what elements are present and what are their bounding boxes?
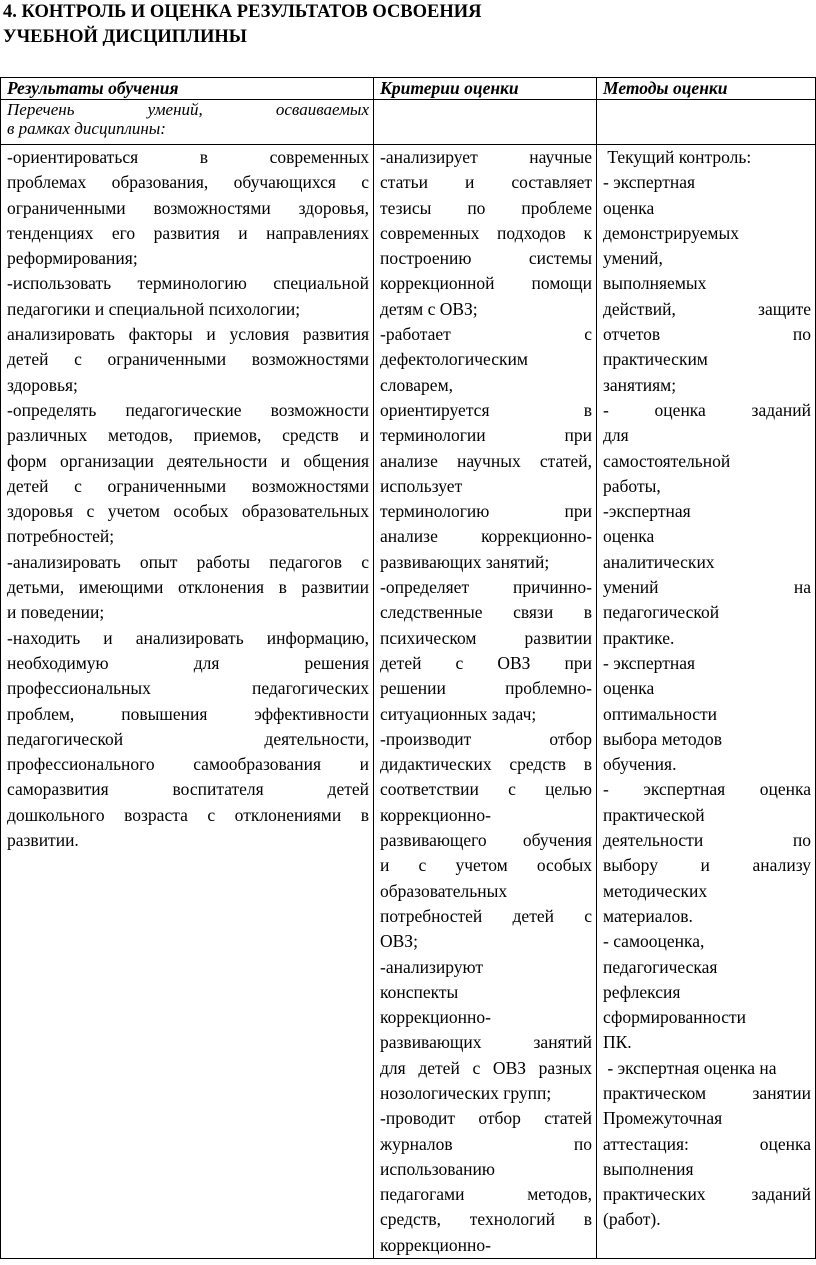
methods-line: оценка xyxy=(603,678,655,699)
criteria-line: коррекционно- xyxy=(380,804,491,825)
table-subheader-row xyxy=(1,100,816,145)
criteria-line: -анализируют xyxy=(380,956,484,977)
subheader-empty-cell xyxy=(597,100,816,145)
subheader-word: Перечень xyxy=(7,100,75,119)
methods-line: - экспертная оценка xyxy=(603,779,811,800)
results-line: саморазвития воспитателя детей xyxy=(7,779,369,800)
results-line: -ориентироваться в современных xyxy=(7,147,369,167)
results-line: потребностей; xyxy=(7,526,115,547)
methods-line: - самооценка, xyxy=(603,931,705,952)
table-header-row xyxy=(1,78,816,100)
results-line: профессионального самообразования и xyxy=(7,754,369,775)
criteria-cell xyxy=(374,145,597,1259)
criteria-line: использует xyxy=(380,475,463,496)
methods-cell xyxy=(597,145,816,1259)
header-results: Результаты обучения xyxy=(1,78,374,100)
subheader-word: осваиваемых xyxy=(275,100,369,119)
criteria-line: нозологических групп; xyxy=(380,1082,552,1103)
criteria-line: развивающего обучения xyxy=(380,830,592,851)
criteria-line: решении проблемно- xyxy=(380,678,592,699)
subheader-word: умений, xyxy=(147,100,203,119)
heading-line-2: УЧЕБНОЙ ДИСЦИПЛИНЫ xyxy=(3,27,247,47)
criteria-line: детям с ОВЗ; xyxy=(380,298,478,319)
methods-line: (работ). xyxy=(603,1209,661,1230)
methods-line: ПК. xyxy=(603,1032,632,1053)
criteria-line: построению системы xyxy=(380,248,592,269)
criteria-line: -анализирует научные xyxy=(380,147,592,167)
methods-line: занятиям; xyxy=(603,374,677,395)
criteria-line: коррекционно- xyxy=(380,1007,491,1028)
criteria-line: терминологии при xyxy=(380,425,592,446)
results-line: дошкольного возраста с отклонениями в xyxy=(7,804,369,825)
criteria-line: ориентируется в xyxy=(380,399,592,420)
criteria-line: -производит отбор xyxy=(380,728,592,749)
criteria-line: статьи и составляет xyxy=(380,172,592,193)
results-line: проблем, повышения эффективности xyxy=(7,703,369,724)
results-line: ограниченными возможностями здоровья, xyxy=(7,197,369,218)
methods-line: работы, xyxy=(603,475,661,496)
results-line: тенденциях его развития и направлениях xyxy=(7,222,369,243)
methods-line: Текущий контроль: xyxy=(603,147,752,167)
criteria-line: использованию xyxy=(380,1158,495,1179)
criteria-line: тезисы по проблеме xyxy=(380,197,592,218)
methods-line: выбора методов xyxy=(603,728,722,749)
results-line: здоровья с учетом особых образовательных xyxy=(7,501,369,522)
results-line: развитии. xyxy=(7,830,79,851)
criteria-line: дефектологическим xyxy=(380,349,528,370)
results-line: детей с ограниченными возможностями xyxy=(7,475,369,496)
results-line: проблемах образования, обучающихся с xyxy=(7,172,369,193)
methods-line: - оценка заданий xyxy=(603,399,811,420)
results-line: различных методов, приемов, средств и xyxy=(7,425,369,446)
results-line: -определять педагогические возможности xyxy=(7,399,369,420)
heading-line-1: 4. КОНТРОЛЬ И ОЦЕНКА РЕЗУЛЬТАТОВ ОСВОЕНИЯ xyxy=(3,2,482,22)
methods-line: - экспертная xyxy=(603,652,696,673)
criteria-line: развивающих занятий; xyxy=(380,551,550,572)
methods-line: практическом занятии xyxy=(603,1082,811,1103)
methods-line: - экспертная xyxy=(603,172,696,193)
methods-line: оптимальности xyxy=(603,703,718,724)
criteria-line: педагогами методов, xyxy=(380,1184,592,1205)
criteria-line: коррекционной помощи xyxy=(380,273,592,294)
criteria-line: терминологию при xyxy=(380,501,592,522)
methods-line: практике. xyxy=(603,627,675,648)
results-line: -находить и анализировать информацию, xyxy=(7,627,369,648)
methods-line: - экспертная оценка на xyxy=(603,1057,777,1078)
results-line: детей с ограниченными возможностями xyxy=(7,349,369,370)
methods-line: выполняемых xyxy=(603,273,707,294)
criteria-line: психическом развитии xyxy=(380,627,592,648)
criteria-line: средств, технологий в xyxy=(380,1209,592,1230)
subheader-line-1 xyxy=(7,100,369,119)
criteria-line: потребностей детей с xyxy=(380,905,592,926)
criteria-line: -проводит отбор статей xyxy=(380,1108,592,1129)
results-cell xyxy=(1,145,374,1259)
methods-line: оценка xyxy=(603,526,655,547)
criteria-line: для детей с ОВЗ разных xyxy=(380,1057,592,1078)
methods-line: деятельности по xyxy=(603,830,811,851)
methods-line: умений, xyxy=(603,248,663,269)
criteria-line: образовательных xyxy=(380,880,508,901)
criteria-line: конспекты xyxy=(380,981,459,1002)
methods-line: для xyxy=(603,425,629,446)
methods-line: действий, защите xyxy=(603,298,811,319)
criteria-line: коррекционно- xyxy=(380,1234,491,1255)
subheader-cell xyxy=(1,100,374,145)
results-line: форм организации деятельности и общения xyxy=(7,450,369,471)
assessment-table xyxy=(0,77,816,1259)
methods-line: самостоятельной xyxy=(603,450,731,471)
methods-line: практических заданий xyxy=(603,1184,811,1205)
methods-line: выполнения xyxy=(603,1158,694,1179)
methods-line: оценка xyxy=(603,197,655,218)
header-methods: Методы оценки xyxy=(597,78,816,100)
criteria-line: ситуационных задач; xyxy=(380,703,537,724)
criteria-line: детей с ОВЗ при xyxy=(380,652,592,673)
results-line: педагогической деятельности, xyxy=(7,728,369,749)
subheader-empty-cell xyxy=(374,100,597,145)
criteria-line: развивающих занятий xyxy=(380,1032,592,1053)
methods-line: практическим xyxy=(603,349,708,370)
methods-line: рефлексия xyxy=(603,981,681,1002)
criteria-line: и с учетом особых xyxy=(380,855,592,876)
results-line: здоровья; xyxy=(7,374,78,395)
methods-line: педагогическая xyxy=(603,956,718,977)
methods-line: выбору и анализу xyxy=(603,855,811,876)
table-body-row xyxy=(1,145,816,1259)
methods-line: методических xyxy=(603,880,708,901)
results-line: -анализировать опыт работы педагогов с xyxy=(7,551,369,572)
methods-line: умений на xyxy=(603,577,811,598)
results-line: необходимую для решения xyxy=(7,652,369,673)
criteria-line: анализе коррекционно- xyxy=(380,526,592,547)
methods-line: сформированности xyxy=(603,1007,746,1028)
criteria-line: -работает с xyxy=(380,324,592,345)
criteria-line: современных подходов к xyxy=(380,222,592,243)
methods-line: демонстрируемых xyxy=(603,222,739,243)
results-line: анализировать факторы и условия развития xyxy=(7,324,369,345)
header-criteria: Критерии оценки xyxy=(374,78,597,100)
methods-line: аттестация: оценка xyxy=(603,1133,811,1154)
results-line: педагогики и специальной психологии; xyxy=(7,298,301,319)
criteria-line: -определяет причинно- xyxy=(380,577,592,598)
methods-line: -экспертная xyxy=(603,501,691,522)
methods-line: Промежуточная xyxy=(603,1108,723,1129)
criteria-line: анализе научных статей, xyxy=(380,450,592,471)
methods-line: отчетов по xyxy=(603,324,811,345)
criteria-line: словарем, xyxy=(380,374,454,395)
methods-line: обучения. xyxy=(603,754,677,775)
criteria-line: ОВЗ; xyxy=(380,931,418,952)
subheader-line-2: в рамках дисциплины: xyxy=(7,119,166,138)
criteria-line: дидактических средств в xyxy=(380,754,592,775)
criteria-line: соответствии с целью xyxy=(380,779,592,800)
results-line: и поведении; xyxy=(7,602,105,623)
section-heading xyxy=(3,0,813,50)
criteria-line: журналов по xyxy=(380,1133,592,1154)
methods-line: аналитических xyxy=(603,551,715,572)
results-line: детьми, имеющими отклонения в развитии xyxy=(7,577,369,598)
methods-line: педагогической xyxy=(603,602,720,623)
results-line: -использовать терминологию специальной xyxy=(7,273,369,294)
methods-line: практической xyxy=(603,804,705,825)
results-line: профессиональных педагогических xyxy=(7,678,369,699)
methods-line: материалов. xyxy=(603,905,693,926)
results-line: реформирования; xyxy=(7,248,138,269)
criteria-line: следственные связи в xyxy=(380,602,592,623)
